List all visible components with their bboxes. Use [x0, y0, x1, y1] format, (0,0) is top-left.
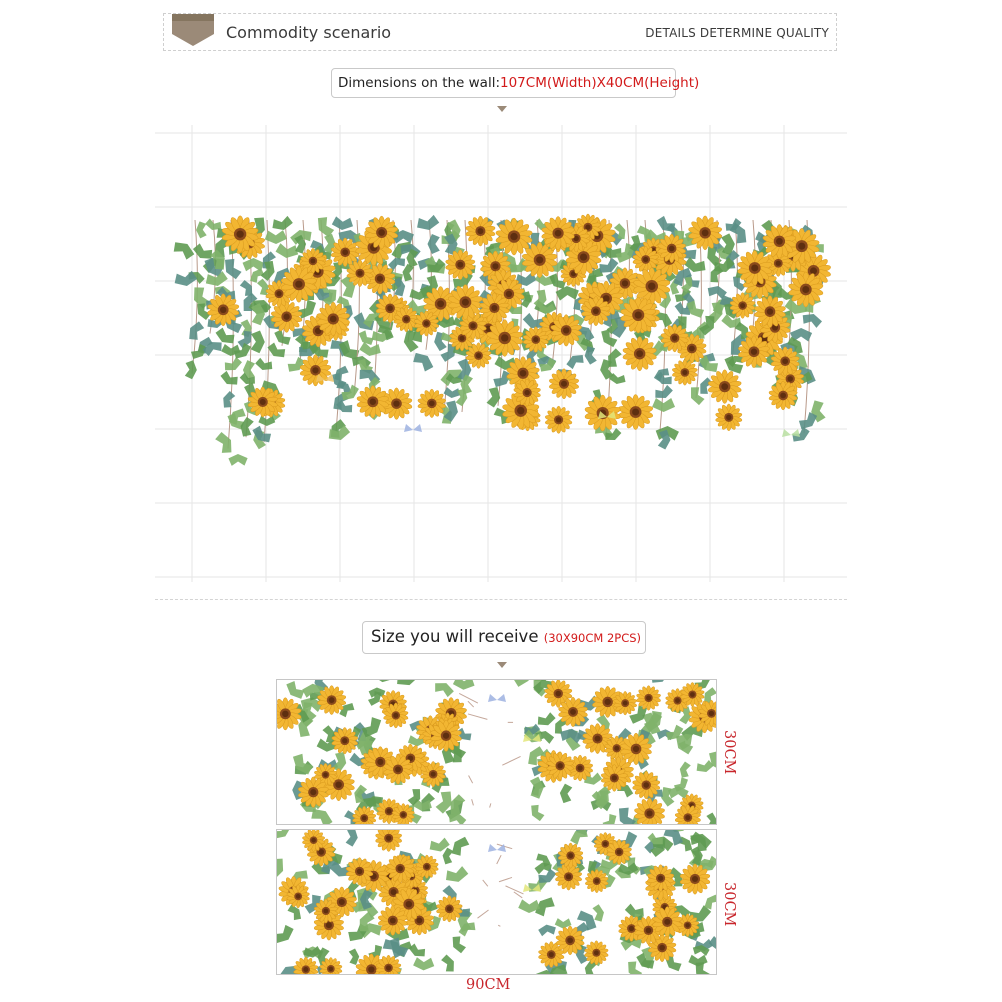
sunflower-decal-image: [277, 680, 717, 825]
header-tab-icon: [170, 14, 216, 46]
down-arrow-icon: [497, 662, 507, 668]
wall-dimensions-value: 107CM(Width)X40CM(Height): [500, 75, 700, 91]
decal-sheet-top: [276, 679, 717, 825]
sheet-height-label-bottom: 30CM: [721, 882, 737, 927]
wall-scene: [155, 125, 847, 582]
section-header: [163, 13, 837, 51]
wall-dimensions-caption: [331, 68, 700, 98]
size-value: (30X90CM 2PCS): [543, 631, 642, 645]
sheet-height-label-top: 30CM: [721, 730, 737, 775]
sheet-width-label: 90CM: [466, 977, 511, 993]
sunflower-decal-image: [277, 830, 717, 975]
section-divider: [155, 599, 847, 600]
size-caption: [362, 621, 646, 654]
section-tagline: DETAILS DETERMINE QUALITY: [645, 26, 829, 40]
size-label: Size you will receive: [371, 627, 539, 646]
decal-sheet-bottom: [276, 829, 717, 975]
section-title: Commodity scenario: [226, 23, 392, 42]
down-arrow-icon: [497, 106, 507, 112]
wall-dimensions-label: Dimensions on the wall:: [338, 75, 500, 91]
